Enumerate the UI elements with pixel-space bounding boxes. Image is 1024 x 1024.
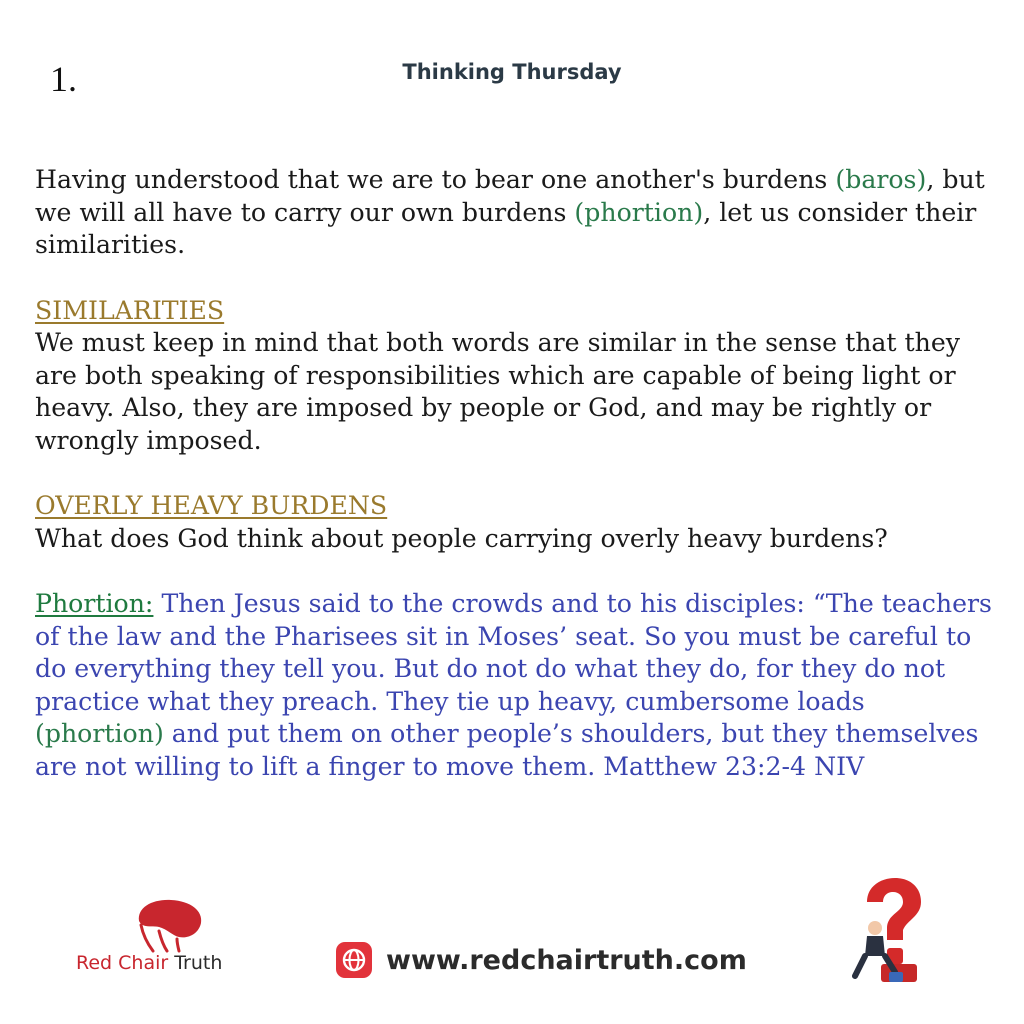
logo-word-truth: Truth (168, 952, 223, 974)
page-title: Thinking Thursday (402, 60, 622, 84)
logo-text (76, 952, 222, 974)
term-phortion: (phortion) (574, 197, 704, 227)
scripture-label: Phortion: (35, 589, 154, 618)
heavy-burdens-heading: OVERLY HEAVY BURDENS (35, 491, 388, 520)
scripture-text-2: and put them on other people’s shoulders, but they themselves are not willing to lift a finger to move them. Matthew 23:2-4 NIV (35, 719, 979, 781)
thinking-person-question-mark-icon (845, 876, 925, 984)
intro-text-2: , but we will all have to carry our own burdens (35, 165, 985, 227)
red-chair-icon (131, 895, 209, 953)
globe-icon (336, 942, 372, 978)
term-baros: (baros) (835, 165, 927, 194)
scripture-term: (phortion) (35, 719, 164, 748)
logo-word-red-chair: Red Chair (76, 952, 169, 974)
similarities-heading: SIMILARITIES (35, 295, 225, 325)
website-link[interactable] (336, 940, 747, 980)
scripture-paragraph (35, 588, 995, 783)
article-body (35, 164, 995, 783)
intro-text-3: , let us consider their similarities. (35, 197, 977, 259)
page-number: 1. (50, 59, 77, 99)
similarities-paragraph: We must keep in mind that both words are similar in the sense that they are both speaking of responsibilities which are capable of being light or heavy. Also, they are imposed by people or God, and may be rightly or wrongly imposed. (35, 328, 961, 455)
intro-paragraph (35, 164, 995, 262)
heavy-burdens-paragraph: What does God think about people carrying overly heavy burdens? (35, 523, 888, 553)
brand-logo (76, 895, 261, 985)
website-url[interactable]: www.redchairtruth.com (386, 944, 747, 976)
intro-text-1: Having understood that we are to bear one another's burdens (35, 165, 836, 194)
scripture-text-1: Then Jesus said to the crowds and to his disciples: “The teachers of the law and the Pharisees sit in Moses’ seat. So you must be careful to do everything they tell you. But do not do what they do, for they do not practice what they preach. They tie up heavy, cumbersome loads (35, 589, 992, 716)
